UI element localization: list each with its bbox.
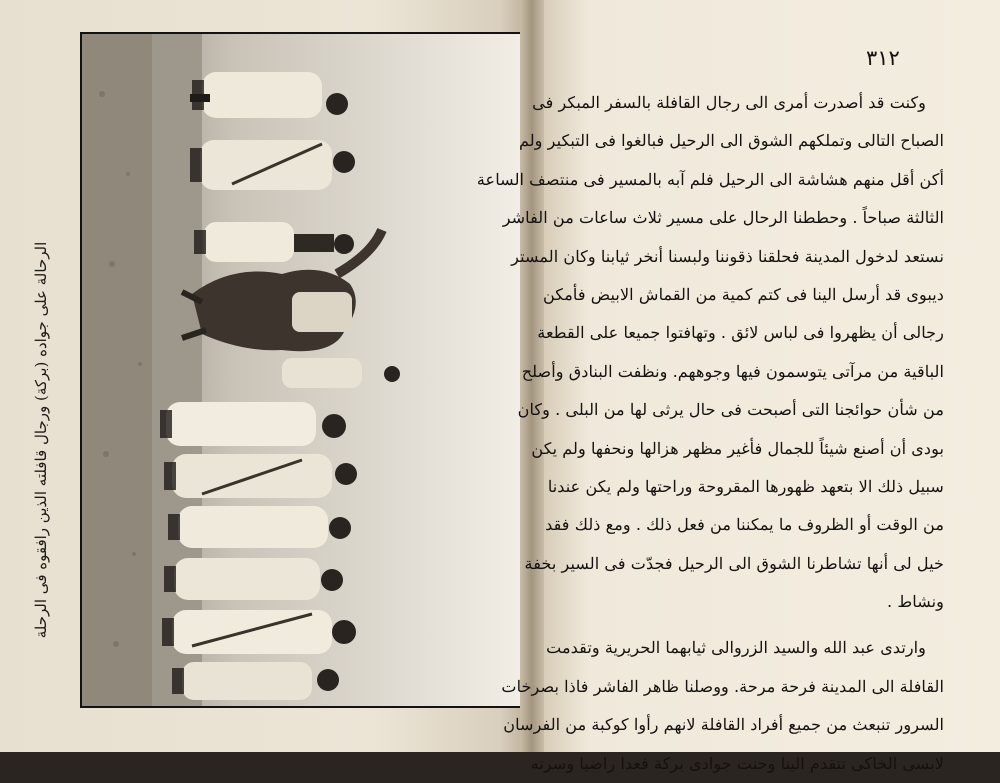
text-line: سبيل ذلك الا بتعهد ظهورها المقروحة وراحتها ولم يكن عندنا — [547, 476, 944, 496]
text-line: ديبوى قد أرسل الينا فى كتم كمية من القماش الابيض فأمكن — [542, 284, 944, 304]
text-line: رجالى أن يظهروا فى لباس لائق . وتهافتوا جميعا على القطعة — [537, 323, 944, 343]
text-line: من شأن حوائجنا التى أصبحت فى حال يرثى لها من البلى . وكان — [517, 400, 944, 420]
text-line: وارتدى عبد الله والسيد الزروالى ثيابهما الحريرية وتقدمت — [546, 638, 926, 658]
text-line: من الوقت أو الظروف ما يمكننا من فعل ذلك . ومع ذلك فقد — [545, 515, 944, 535]
text-line: ونشاط . — [887, 592, 944, 612]
text-line: وكنت قد أصدرت أمرى الى رجال القافلة بالسفر المبكر فى — [532, 93, 926, 112]
text-line: الصباح التالى وتملكهم الشوق الى الرحيل فبالغوا فى التبكير ولم — [518, 131, 944, 151]
text-line: بودى أن أصنع شيئاً للجمال فأغير مظهر هزالها ونحفها ولم يكن — [531, 438, 944, 458]
text-line: السرور تنبعث من جميع أفراد القافلة لانهم رأوا كوكبة من الفرسان — [503, 715, 944, 735]
text-line: أكن أقل منهم هشاشة الى الرحيل فلم آبه بالمسير فى منتصف الساعة — [476, 169, 944, 189]
text-line: خيل لى أنها تشاطرنا الشوق الى الرحيل فجدّت فى السير بخفة — [524, 553, 944, 573]
caravan-photo-icon — [82, 34, 522, 706]
page-number: ٣١٢ — [866, 46, 900, 70]
text-line: الثالثة صباحاً . وحططنا الرحال على مسير ثلاث ساعات من الفاشر — [502, 208, 944, 228]
caravan-photo — [80, 32, 524, 708]
text-line: لابسى الخاكى تتقدم الينا وحنت جوادى بركة فعدا راضيا وسرته — [530, 753, 944, 773]
text-line: نستعد لدخول المدينة فحلقنا ذقوننا ولبسنا أنخر ثيابنا وكان المستر — [511, 246, 944, 266]
page-body-text — [476, 84, 944, 773]
text-line: القافلة الى المدينة فرحة مرحة. ووصلنا ظاهر الفاشر فاذا بصرخات — [501, 676, 944, 696]
photo-caption-text: الرحالة على جواده (بركة) ورجال قافلته الذين رافقوه فى الرحلة — [32, 241, 50, 639]
text-line: الباقية من مرآتى يتوسمون فيها وجوههم. ونظفت البنادق وأصلح — [521, 361, 944, 381]
